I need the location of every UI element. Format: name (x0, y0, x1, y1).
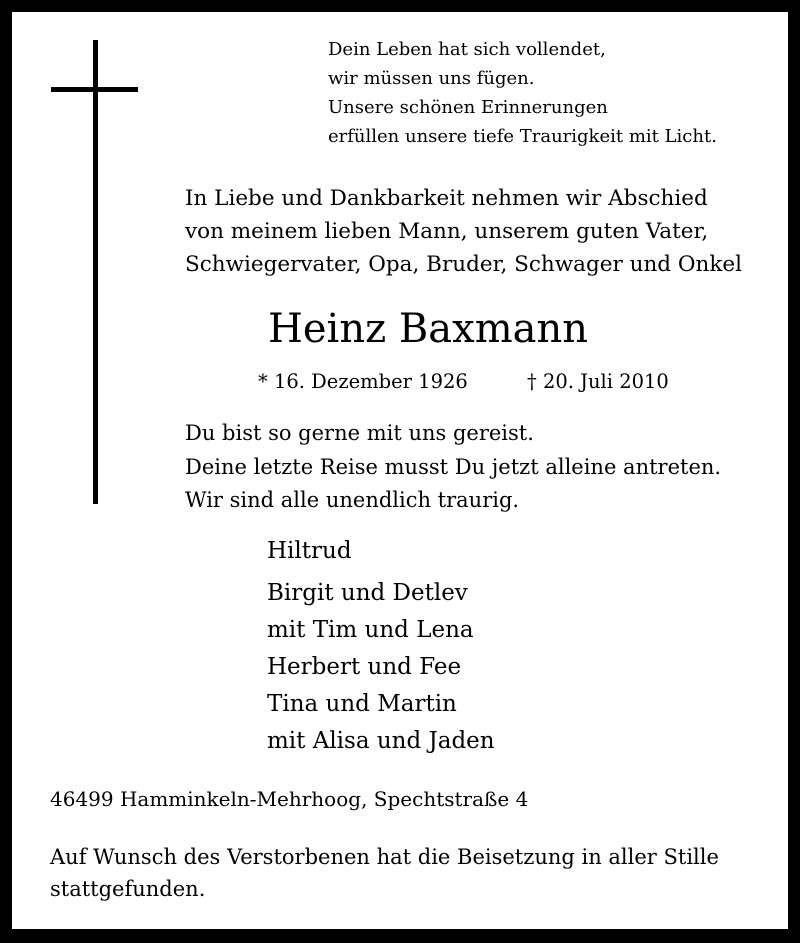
intro-line: von meinem lieben Mann, unserem guten Vater, (185, 219, 709, 244)
poem-line: Unsere schönen Erinnerungen (328, 97, 608, 118)
farewell-intro (185, 182, 785, 281)
farewell-message (185, 417, 785, 518)
mourner-name: mit Tim und Lena (267, 617, 474, 643)
mourner-name: Herbert und Fee (267, 654, 462, 680)
life-dates (258, 367, 718, 397)
cross-vertical-bar (93, 40, 98, 504)
intro-line: Schwiegervater, Opa, Bruder, Schwager und Onkel (185, 252, 742, 277)
mourners-list (267, 533, 667, 760)
birth-date: * 16. Dezember 1926 (258, 370, 468, 393)
mourner-name: Tina und Martin (267, 691, 457, 717)
mourner-name: mit Alisa und Jaden (267, 728, 495, 754)
death-date: † 20. Juli 2010 (527, 370, 669, 393)
mourner-name: Hiltrud (267, 538, 352, 564)
message-line: Deine letzte Reise musst Du jetzt alleine antreten. (185, 454, 722, 479)
poem-line: wir müssen uns fügen. (328, 68, 535, 89)
message-line: Wir sind alle unendlich traurig. (185, 488, 520, 512)
note-line: Auf Wunsch des Verstorbenen hat die Beisetzung in aller Stille (50, 845, 719, 869)
poem-line: erfüllen unsere tiefe Traurigkeit mit Licht. (328, 126, 717, 147)
message-line: Du bist so gerne mit uns gereist. (185, 421, 534, 445)
burial-note (50, 841, 770, 905)
mourner-name: Birgit und Detlev (267, 580, 468, 606)
poem-line: Dein Leben hat sich vollendet, (328, 39, 606, 60)
poem-block (328, 35, 768, 151)
note-line: stattgefunden. (50, 877, 206, 901)
deceased-name: Heinz Baxmann (268, 306, 588, 352)
family-address: 46499 Hamminkeln-Mehrhoog, Spechtstraße 4 (50, 787, 529, 811)
cross-horizontal-bar (51, 87, 138, 92)
intro-line: In Liebe und Dankbarkeit nehmen wir Abschied (185, 186, 708, 211)
